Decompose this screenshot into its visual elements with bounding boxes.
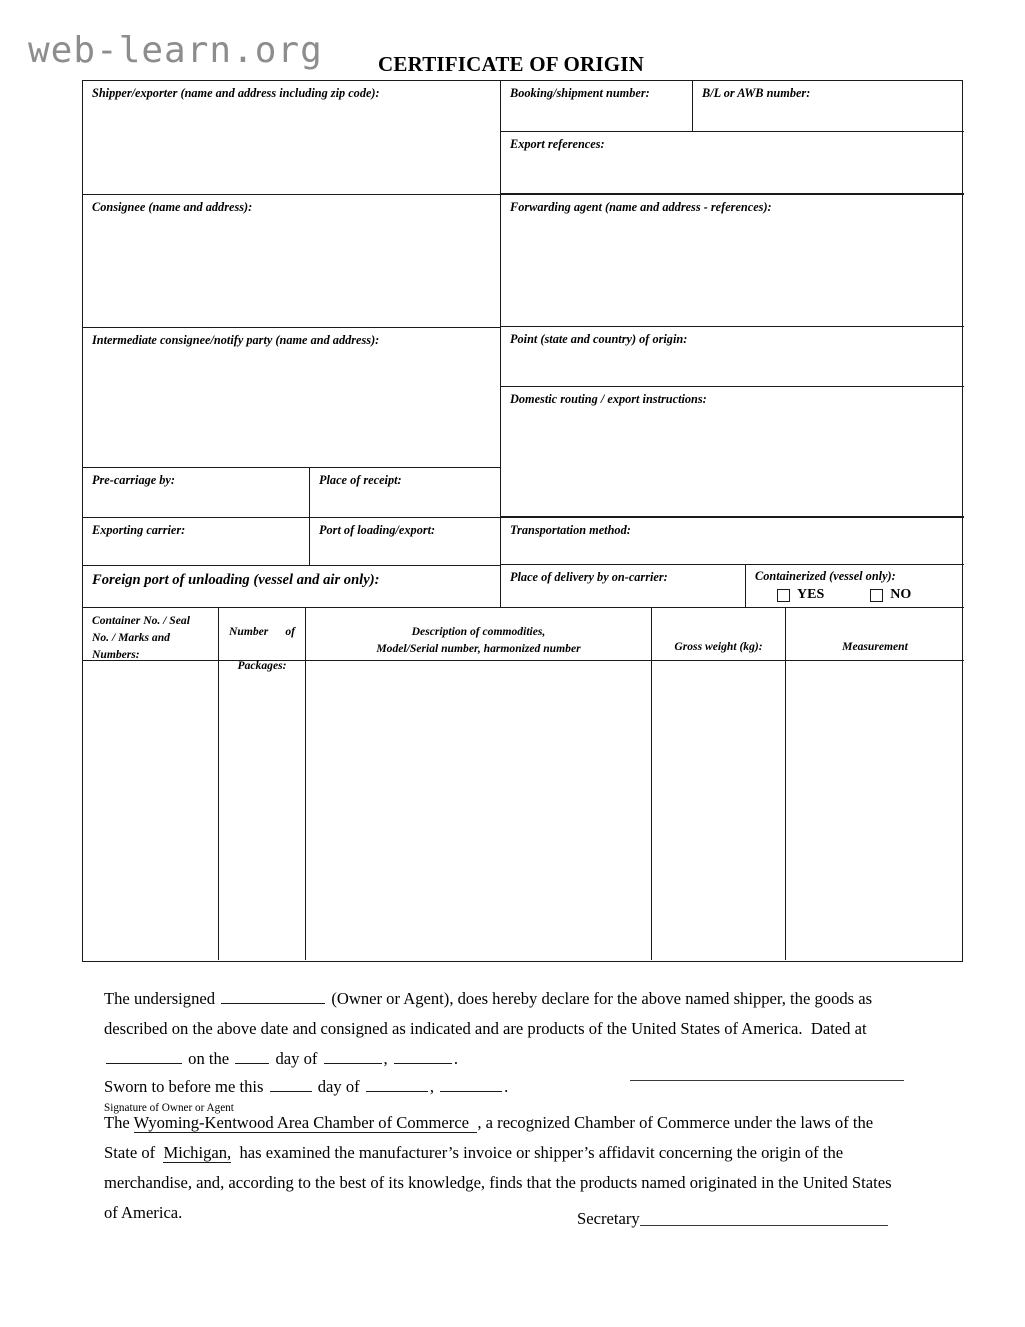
column-header-line: Container No. / Seal [92, 614, 190, 627]
field-pre-carriage-by[interactable] [83, 467, 310, 517]
field-foreign-port-of-unloading[interactable] [83, 565, 501, 608]
declaration-line-4-part-c: , [429, 1077, 439, 1096]
field-containerized-label: Containerized (vessel only): [755, 569, 896, 583]
declaration-line-2: described on the above date and consigned as indicated and are products of the United States of America. Dated at [104, 1019, 867, 1038]
declaration-line-4-part-d: . [504, 1077, 509, 1096]
declaration-line-4-part-b: day of [313, 1077, 364, 1096]
declaration-line-3-part-a: on the [184, 1049, 234, 1068]
containerized-yes-label: YES [797, 587, 825, 603]
column-header-number-of-packages [219, 608, 306, 672]
field-place-of-receipt-label: Place of receipt: [319, 473, 402, 487]
field-place-of-delivery-on-carrier-label: Place of delivery by on-carrier: [510, 570, 668, 584]
checkbox-icon[interactable] [870, 589, 883, 602]
page-title: CERTIFICATE OF ORIGIN [378, 52, 644, 76]
declaration-line-3-part-d: . [453, 1049, 458, 1068]
declaration-line-4-part-a: Sworn to before me this [104, 1077, 268, 1096]
chamber-line-1 [104, 1108, 904, 1138]
signature-of-owner-or-agent-note: Signature of Owner or Agent [104, 1102, 234, 1114]
declaration-blank-place[interactable] [106, 1048, 182, 1064]
sworn-blank-year[interactable] [440, 1076, 502, 1092]
column-header-line: Packages: [237, 658, 287, 672]
chamber-name-field[interactable]: Wyoming-Kentwood Area Chamber of Commerce [133, 1113, 478, 1132]
chamber-line-2 [104, 1138, 904, 1168]
secretary-signature-row [577, 1208, 888, 1230]
declaration-line-3 [104, 1044, 904, 1074]
field-exporting-carrier[interactable] [83, 517, 310, 565]
commodities-cell-gross-weight[interactable] [652, 661, 786, 960]
declaration-line-1 [104, 984, 904, 1014]
declaration-block [104, 984, 904, 1116]
field-consignee[interactable] [83, 194, 501, 327]
declaration-line-1-part-a: The undersigned [104, 989, 220, 1008]
field-bl-awb-number-label: B/L or AWB number: [702, 86, 811, 100]
field-exporting-carrier-label: Exporting carrier: [92, 523, 186, 537]
field-point-of-origin[interactable] [501, 327, 964, 387]
column-header-line: Description of commodities, [411, 625, 546, 638]
field-place-of-delivery-on-carrier[interactable] [501, 565, 746, 608]
column-header-measurement [786, 608, 964, 661]
field-export-references-label: Export references: [510, 137, 605, 151]
field-bl-awb-number[interactable] [693, 81, 964, 132]
chamber-line-2-part-b: has examined the manufacturer’s invoice or shipper’s affidavit concerning the origin of the [231, 1143, 844, 1162]
field-foreign-port-of-unloading-label: Foreign port of unloading (vessel and air only): [92, 572, 380, 588]
declaration-line-3-part-c: , [383, 1049, 392, 1068]
field-place-of-receipt[interactable] [310, 467, 501, 517]
field-port-of-loading[interactable] [310, 517, 501, 565]
containerized-no-option[interactable] [870, 587, 911, 603]
declaration-line-3-part-b: day of [271, 1049, 322, 1068]
field-transportation-method-label: Transportation method: [510, 523, 631, 537]
column-header-container-seal-marks [83, 608, 219, 661]
declaration-blank-owner-agent[interactable] [221, 988, 325, 1004]
field-port-of-loading-label: Port of loading/export: [319, 523, 436, 537]
column-header-description-of-commodities [306, 608, 652, 661]
state-name-field[interactable]: Michigan, [163, 1143, 232, 1162]
commodities-cell-description[interactable] [306, 661, 652, 960]
commodities-cell-number-of-packages[interactable] [219, 661, 306, 960]
column-header-line: Numbers: [92, 647, 140, 661]
watermark-web-learn-org: web-learn.org [28, 30, 323, 71]
field-forwarding-agent-label: Forwarding agent (name and address - references): [510, 200, 772, 214]
containerized-no-label: NO [890, 587, 912, 603]
column-header-line: Measurement [842, 640, 908, 653]
secretary-signature-line[interactable] [640, 1225, 888, 1226]
field-intermediate-consignee-label: Intermediate consignee/notify party (name and address): [92, 333, 380, 347]
sworn-blank-month[interactable] [366, 1076, 428, 1092]
field-booking-shipment-number[interactable] [501, 81, 693, 132]
commodities-cell-container-seal-marks[interactable] [83, 661, 219, 960]
declaration-blank-month[interactable] [324, 1048, 382, 1064]
field-export-references[interactable] [501, 132, 964, 194]
secretary-label: Secretary [577, 1209, 640, 1228]
field-domestic-routing[interactable] [501, 387, 964, 517]
chamber-line-2-part-a: State of [104, 1143, 164, 1162]
chamber-line-4: of America. [104, 1203, 183, 1222]
commodities-cell-measurement[interactable] [786, 661, 964, 960]
checkbox-icon[interactable] [777, 589, 790, 602]
containerized-options [755, 587, 964, 603]
field-consignee-label: Consignee (name and address): [92, 200, 253, 214]
field-transportation-method[interactable] [501, 517, 964, 565]
declaration-blank-year[interactable] [394, 1048, 452, 1064]
column-header-line: No. / Marks and [92, 630, 170, 644]
chamber-line-3: merchandise, and, according to the best of its knowledge, finds that the products named originated in the United States [104, 1173, 892, 1192]
certificate-form-table [82, 80, 963, 962]
field-point-of-origin-label: Point (state and country) of origin: [510, 332, 688, 346]
sworn-blank-day[interactable] [270, 1076, 312, 1092]
declaration-line-1-part-b: (Owner or Agent), does hereby declare for the above named shipper, the goods as [327, 989, 873, 1008]
column-header-line: Number of [229, 625, 295, 638]
declaration-line-4 [104, 1074, 904, 1100]
field-containerized[interactable] [746, 565, 964, 608]
signature-line[interactable] [630, 1080, 904, 1081]
column-header-line: Model/Serial number, harmonized number [376, 641, 581, 655]
chamber-line-1-part-b: , a recognized Chamber of Commerce under the laws of the [477, 1113, 874, 1132]
declaration-blank-day[interactable] [235, 1048, 269, 1064]
field-shipper-exporter-label: Shipper/exporter (name and address including zip code): [92, 86, 380, 100]
field-shipper-exporter[interactable] [83, 81, 501, 194]
column-header-line: Gross weight (kg): [674, 640, 763, 653]
containerized-yes-option[interactable] [777, 587, 824, 603]
field-intermediate-consignee[interactable] [83, 327, 501, 467]
field-forwarding-agent[interactable] [501, 194, 964, 327]
field-pre-carriage-by-label: Pre-carriage by: [92, 473, 175, 487]
field-domestic-routing-label: Domestic routing / export instructions: [510, 392, 707, 406]
column-header-gross-weight [652, 608, 786, 661]
chamber-line-1-part-a: The [104, 1113, 134, 1132]
field-booking-shipment-number-label: Booking/shipment number: [510, 86, 650, 100]
